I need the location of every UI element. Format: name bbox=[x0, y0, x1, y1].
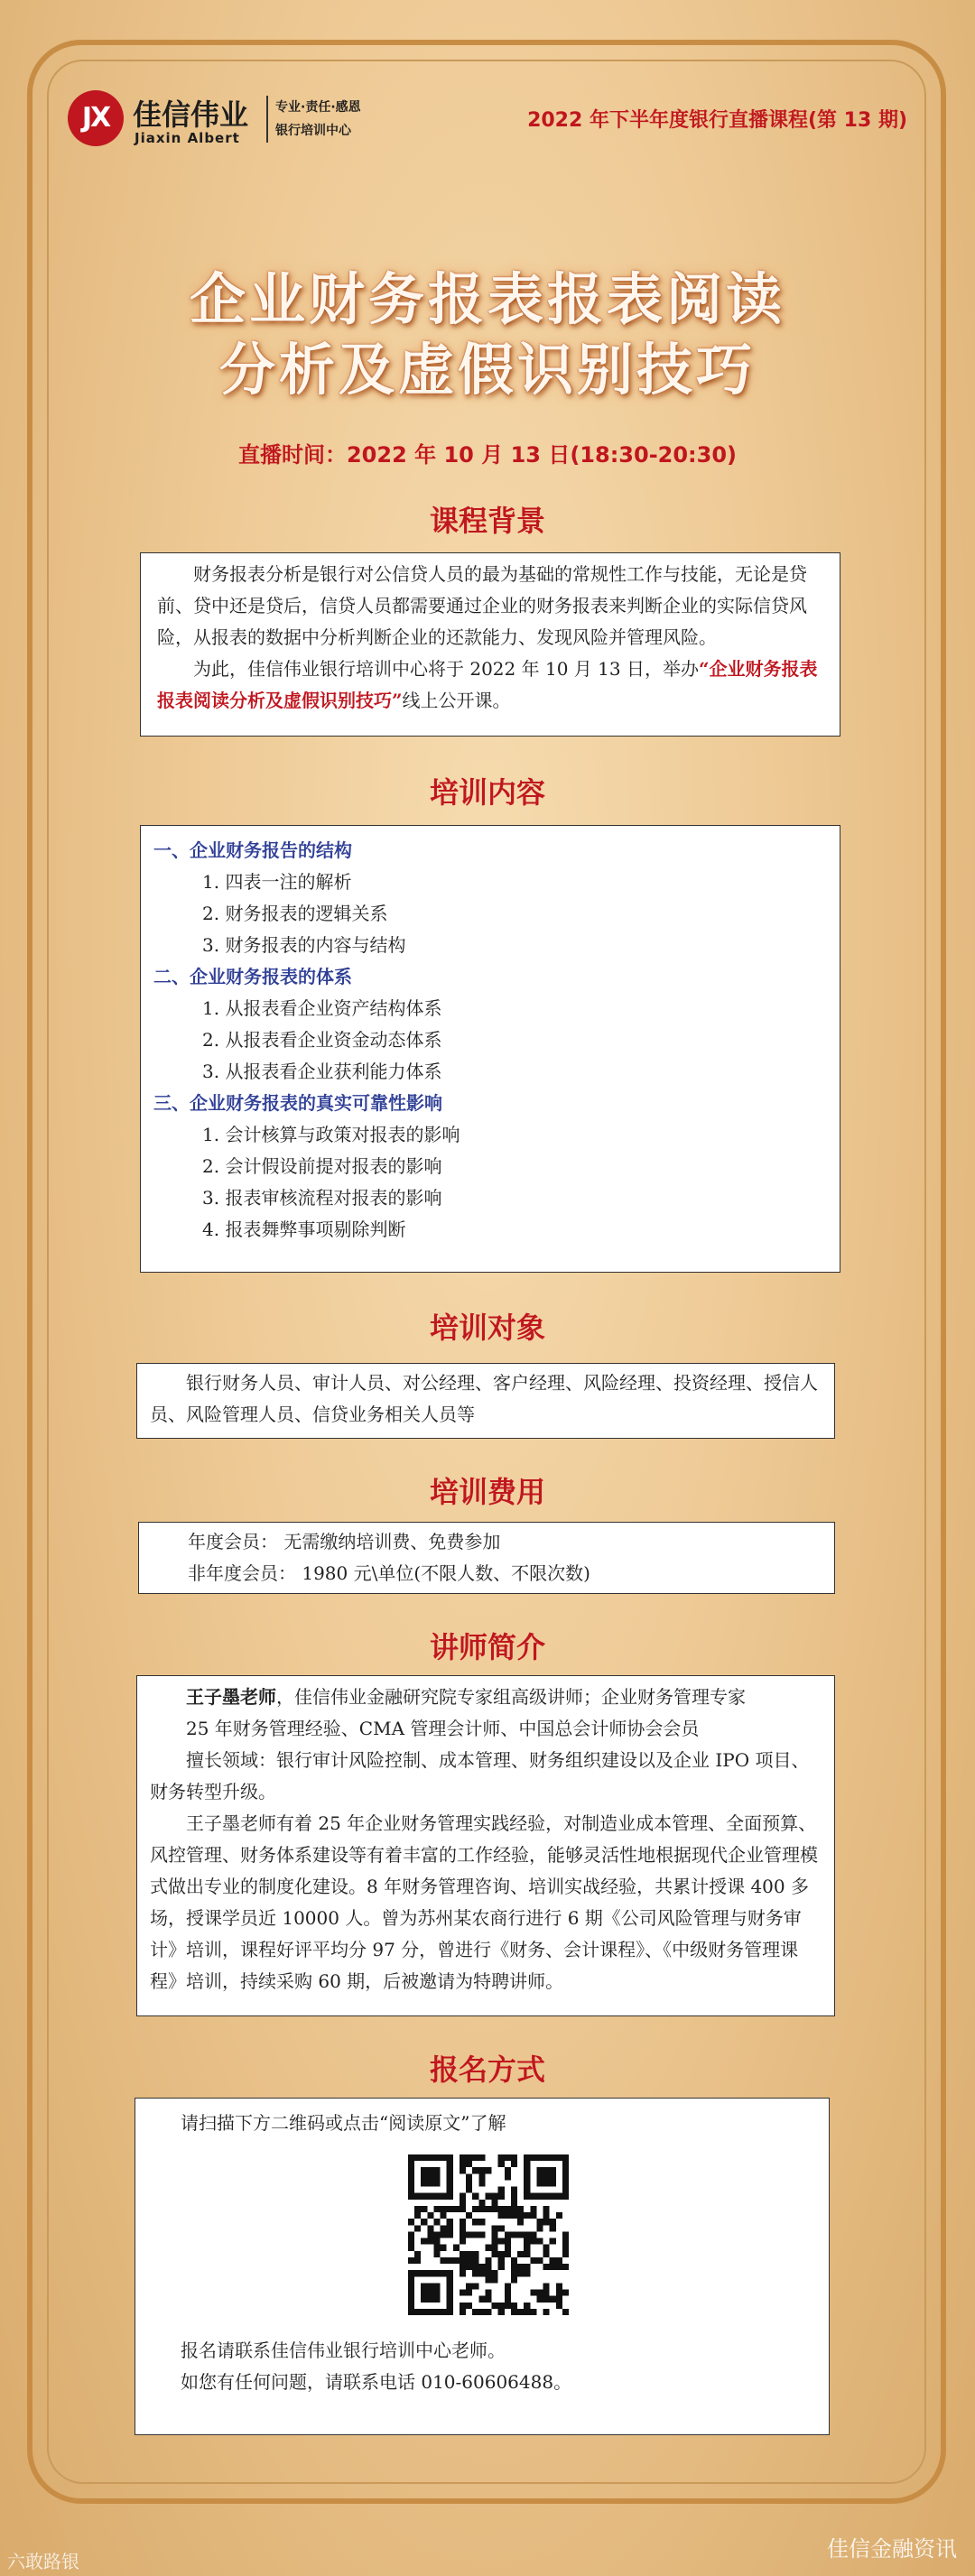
outline-item: 3. 财务报表的内容与结构 bbox=[202, 934, 406, 956]
signup-box bbox=[135, 2098, 830, 2435]
page-title-line1: 企业财务报表报表阅读 bbox=[189, 266, 785, 332]
course-title-highlight: “企业财务报表报表阅读分析及虚假识别技巧” bbox=[157, 658, 818, 711]
outline-item: 2. 财务报表的逻辑关系 bbox=[202, 903, 388, 924]
logo-subtitle: 银行培训中心 bbox=[275, 124, 351, 138]
background-text: 为此，佳信伟业银行培训中心将于 2022 年 10 月 13 日，举办 bbox=[193, 658, 699, 680]
page-title-line2: 分析及虚假识别技巧 bbox=[218, 337, 756, 403]
outline-item: 1. 从报表看企业资产结构体系 bbox=[202, 997, 442, 1019]
lecturer-intro bbox=[150, 1682, 822, 1713]
section-heading-content: 培训内容 bbox=[429, 775, 545, 810]
header bbox=[68, 90, 907, 153]
background-paragraph: 财务报表分析是银行对公信贷人员的最为基础的常规性工作与技能，无论是贷前、贷中还是贷后，信贷人员都需要通过企业的财务报表来判断企业的实际信贷风险，从报表的数据中分析判断企业的还款能力、发现风险并管理风险。 bbox=[157, 563, 807, 648]
logo-divider bbox=[266, 96, 268, 143]
outline-item: 2. 从报表看企业资金动态体系 bbox=[202, 1029, 442, 1051]
logo-icon: JX bbox=[68, 90, 124, 146]
section-heading-lecturer: 讲师简介 bbox=[429, 1630, 545, 1664]
fee-member: 年度会员： 无需缴纳培训费、免费参加 bbox=[188, 1531, 501, 1552]
logo-tagline: 专业·责任·感恩 bbox=[275, 100, 361, 115]
audience-box bbox=[136, 1363, 835, 1439]
watermark-left: 六敢路银 bbox=[7, 2551, 79, 2572]
outline-item: 3. 从报表看企业获利能力体系 bbox=[202, 1061, 442, 1082]
lecturer-credentials: 25 年财务管理经验、CMA 管理会计师、中国总会计师协会会员 bbox=[186, 1718, 700, 1739]
lecturer-experience: 王子墨老师有着 25 年企业财务管理实践经验，对制造业成本管理、全面预算、风控管理、财务体系建设等有着丰富的工作经验，能够灵活性地根据现代企业管理模式做出专业的制度化建设。8 年财务管理咨询、培训实战经验，共累计授课 400 多场，授课学员近 10000 人。曾为苏州某农商行进行 6 期《公司风险管理与财务审计》培训，课程好评平均分 97 分，曾进行《财务、会计课程》、《中级财务管理课程》培训，持续采购 60 期，后被邀请为特聘讲师。 bbox=[150, 1812, 818, 1992]
section-heading-audience: 培训对象 bbox=[429, 1311, 545, 1345]
signup-contact: 报名请联系佳信伟业银行培训中心老师。 bbox=[181, 2340, 506, 2361]
outline-item: 1. 四表一注的解析 bbox=[202, 871, 352, 893]
background-box bbox=[140, 552, 840, 737]
audience-text: 银行财务人员、审计人员、对公经理、客户经理、风险经理、投资经理、授信人员、风险管理人员、信贷业务相关人员等 bbox=[150, 1372, 818, 1425]
signup-phone: 如您有任何问题，请联系电话 010-60606488。 bbox=[181, 2371, 572, 2393]
live-time: 直播时间：2022 年 10 月 13 日(18:30-20:30) bbox=[237, 442, 738, 468]
lecturer-box bbox=[136, 1675, 835, 2016]
section-heading-signup: 报名方式 bbox=[429, 2052, 545, 2087]
signup-instruction: 请扫描下方二维码或点击“阅读原文”了解 bbox=[181, 2112, 506, 2134]
outline-section: 三、企业财务报表的真实可靠性影响 bbox=[153, 1092, 442, 1114]
outline-item: 1. 会计核算与政策对报表的影响 bbox=[202, 1124, 460, 1145]
outline-section: 二、企业财务报表的体系 bbox=[153, 966, 352, 987]
background-paragraph-2 bbox=[157, 653, 823, 717]
outline-item: 4. 报表舞弊事项剔除判断 bbox=[202, 1219, 406, 1240]
outline-item: 3. 报表审核流程对报表的影响 bbox=[202, 1187, 442, 1209]
lecturer-expertise: 擅长领域：银行审计风险控制、成本管理、财务组织建设以及企业 IPO 项目、财务转型升级。 bbox=[150, 1749, 810, 1802]
outline-section: 一、企业财务报告的结构 bbox=[153, 839, 352, 861]
section-heading-background: 课程背景 bbox=[429, 504, 545, 538]
outline-item: 2. 会计假设前提对报表的影响 bbox=[202, 1155, 442, 1177]
qr-code[interactable] bbox=[408, 2154, 569, 2315]
wechat-account-label: 佳信金融资讯 bbox=[827, 2536, 957, 2562]
fee-box bbox=[138, 1522, 835, 1594]
session-label: 2022 年下半年度银行直播课程(第 13 期) bbox=[527, 109, 907, 132]
logo-name: 佳信伟业 bbox=[133, 97, 249, 132]
lecturer-name: 王子墨老师 bbox=[186, 1686, 276, 1708]
content-box bbox=[140, 825, 840, 1273]
section-heading-fee: 培训费用 bbox=[429, 1475, 545, 1509]
lecturer-title: ，佳信伟业金融研究院专家组高级讲师；企业财务管理专家 bbox=[276, 1686, 746, 1708]
background-text-end: 线上公开课。 bbox=[402, 690, 511, 711]
fee-non-member: 非年度会员： 1980 元\单位(不限人数、不限次数) bbox=[188, 1562, 590, 1584]
logo-english-name: Jiaxin Albert bbox=[135, 130, 240, 146]
